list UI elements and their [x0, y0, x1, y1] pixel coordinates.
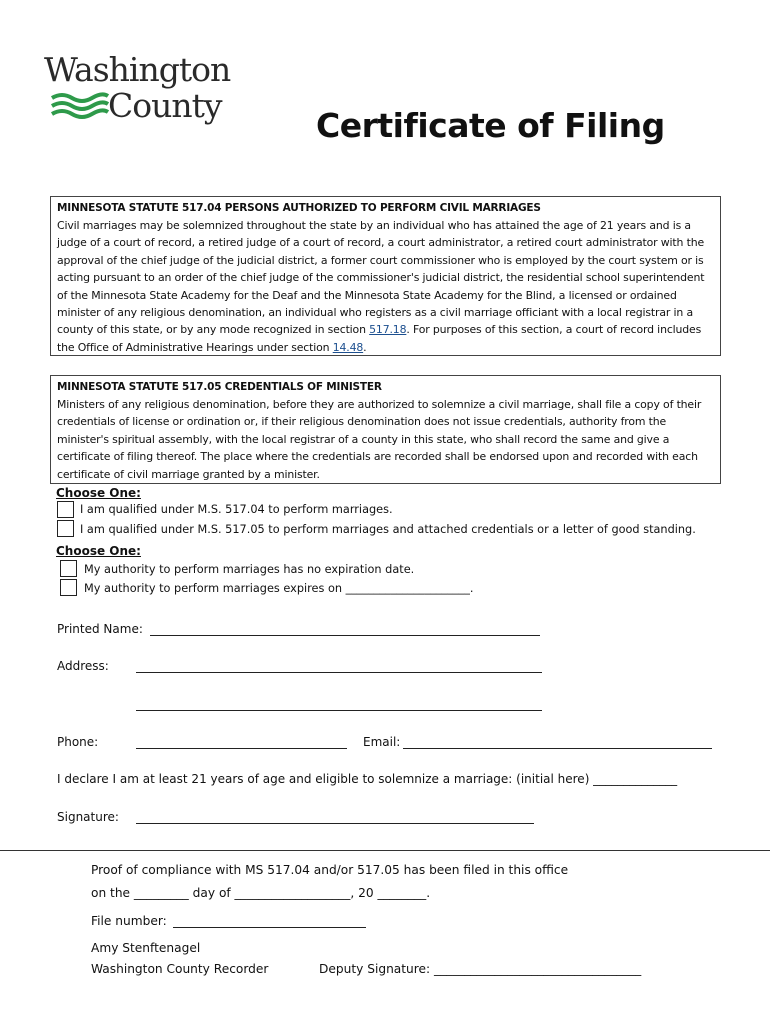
- file-number-label: File number:: [91, 914, 167, 928]
- checkbox-expires-on[interactable]: [60, 579, 77, 596]
- deputy-signature: Deputy Signature: __________________________________: [319, 962, 642, 976]
- recorder-name: Amy Stenftenagel: [91, 941, 201, 955]
- statute-517-05-box: [50, 375, 721, 484]
- logo-waves-icon: [50, 90, 110, 122]
- checkbox-no-expiration[interactable]: [60, 560, 77, 577]
- proof-date-line: on the _________ day of ___________________, 20 ________.: [91, 886, 431, 900]
- email-label: Email:: [363, 735, 401, 749]
- statute-517-04-body-end: .: [363, 340, 367, 354]
- email-line[interactable]: [403, 748, 712, 749]
- statute-517-05-heading: MINNESOTA STATUTE 517.05 CREDENTIALS OF MINISTER: [57, 381, 382, 393]
- proof-statement: Proof of compliance with MS 517.04 and/or 517.05 has been filed in this office: [91, 863, 569, 877]
- signature-line[interactable]: [136, 823, 534, 824]
- link-14-48[interactable]: 14.48: [332, 340, 364, 354]
- option-expires-on: My authority to perform marriages expires on ______________________.: [84, 582, 474, 595]
- recorder-title: Washington County Recorder: [91, 962, 269, 976]
- choose-one-label-2: Choose One:: [56, 544, 141, 558]
- washington-county-logo: [44, 50, 254, 135]
- option-517-04: I am qualified under M.S. 517.04 to perform marriages.: [80, 503, 393, 516]
- logo-text-county: County: [108, 86, 222, 125]
- printed-name-label: Printed Name:: [57, 622, 143, 636]
- option-no-expiration: My authority to perform marriages has no expiration date.: [84, 563, 415, 576]
- checkbox-517-04[interactable]: [57, 501, 74, 518]
- age-declaration: I declare I am at least 21 years of age and eligible to solemnize a marriage: (initial here) ______________: [57, 772, 678, 786]
- statute-517-04-body: Civil marriages may be solemnized throughout the state by an individual who has attained the age of 21 years and is a judge of a court of record, a retired judge of a court of record, a court administrator, a retired court administrator with the approval of the chief judge of the judicial district, a former court commissioner who is employed by the court system or is acting pursuant to an order of the chief judge of the commissioner's judicial district, the residential school superintendent of the Minnesota State Academy for the Deaf and the Minnesota State Academy for the Blind, a licensed or ordained minister of any religious denomination, an individual who registers as a civil marriage officiant with a local registrar in a county of this state, or by any mode recognized in section: [57, 219, 705, 337]
- option-517-05: I am qualified under M.S. 517.05 to perform marriages and attached credentials or a letter of good standing.: [80, 523, 696, 536]
- phone-label: Phone:: [57, 735, 99, 749]
- link-517-18[interactable]: 517.18: [369, 323, 407, 337]
- checkbox-517-05[interactable]: [57, 520, 74, 537]
- statute-517-05-text: Ministers of any religious denomination, before they are authorized to solemnize a civil marriage, shall file a copy of their credentials of license or ordination or, if their religious denomination does not issue credentials, authority from the minister's spiritual assembly, with the local registrar of a county in this state, who shall record the same and give a certificate of filing thereof. The place where the credentials are recorded shall be endorsed upon and recorded with each certificate of civil marriage granted by a minister.: [57, 398, 702, 481]
- printed-name-line[interactable]: [150, 635, 540, 636]
- logo-text-washington: Washington: [44, 50, 231, 89]
- choose-one-label-1: Choose One:: [56, 486, 141, 500]
- file-number-line[interactable]: [173, 927, 366, 928]
- statute-517-04-text: [57, 217, 714, 356]
- page-title: Certificate of Filing: [316, 106, 665, 145]
- address-label: Address:: [57, 659, 109, 673]
- statute-517-04-box: [50, 196, 721, 356]
- signature-label: Signature:: [57, 810, 119, 824]
- address-line-2[interactable]: [136, 710, 542, 711]
- phone-line[interactable]: [136, 748, 347, 749]
- statute-517-04-heading: MINNESOTA STATUTE 517.04 PERSONS AUTHORIZED TO PERFORM CIVIL MARRIAGES: [57, 202, 541, 214]
- statute-517-04-body-2: . For purposes of this section, a court of record includes the Office of Administrative Hearings under section: [57, 323, 702, 354]
- section-divider: [0, 850, 770, 851]
- address-line-1[interactable]: [136, 672, 542, 673]
